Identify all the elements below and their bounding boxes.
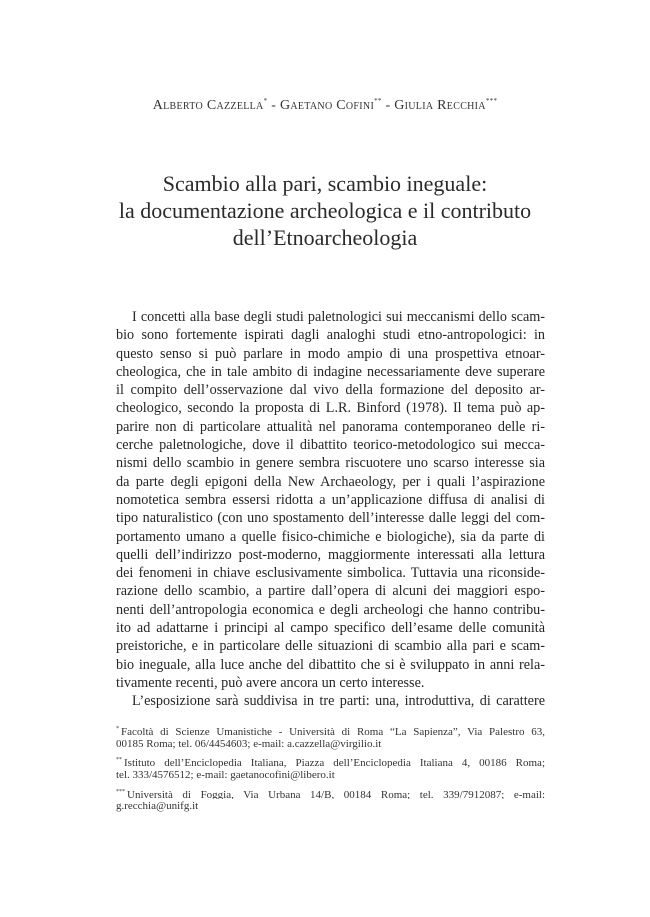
body-line: razione dello scambio, a partire dall’opera di alcuni dei maggiori espo-: [116, 583, 545, 600]
body-line: ito ad adattarne i principi al campo specifico dell’esame delle comunità: [116, 620, 545, 637]
footnote: [116, 722, 545, 751]
body-line: tivamente recenti, può avere ancora un certo interesse.: [116, 674, 425, 691]
footnote-text: tel. 333/4576512; e-mail: gaetanocofini@libero.it: [116, 768, 335, 781]
body-line: bio sono fortemente ispirati dagli analoghi studi etno-antropologici: in: [116, 327, 545, 344]
title-line: Scambio alla pari, scambio ineguale:: [162, 171, 488, 196]
body-line: cheologica, che in tale ambito di indagine necessariamente deve superare: [116, 363, 545, 380]
footnote-mark: *: [263, 97, 268, 105]
footnote-text: Facoltà di Scienze Umanistiche - Università di Roma “La Sapienza”, Via Palestro 63,: [121, 726, 545, 737]
footnote-text: Istituto dell’Enciclopedia Italiana, Piazza dell’Enciclopedia Italiana 4, 00186 Roma;: [124, 757, 545, 768]
footnote-text: g.recchia@unifg.it: [116, 800, 199, 813]
body-line: portamento umano a quelle fisico-chimiche e biologiche), sia da parte di: [116, 528, 545, 545]
body-line: preistoriche, e in particolare delle situazioni di scambio alla pari e scam-: [116, 638, 545, 655]
author-separator: -: [267, 98, 280, 113]
body-line: L’esposizione sarà suddivisa in tre parti: una, introduttiva, di carattere: [132, 693, 545, 710]
footnote-mark: **: [374, 97, 382, 105]
body-line: dei fenomeni in chiave esclusivamente simbolica. Tuttavia una riconside-: [116, 565, 545, 582]
body-line: tipo naturalistico (con uno spostamento dell’interesse dalle leggi del com-: [116, 510, 545, 527]
body-line: nismi dello scambio in genere sembra riscuotere uno scarso interesse sia: [116, 455, 545, 472]
author-line: [0, 97, 650, 114]
title-line: dell’Etnoarcheologia: [232, 225, 418, 250]
body-line: cerche paletnologiche, dove il dibattito teorico-metodologico sui mecca-: [116, 437, 545, 454]
body-line: nomotetica sembra essersi ridotta a un’applicazione diffusa di analisi di: [116, 491, 545, 508]
footnote-mark: *: [116, 726, 119, 732]
author-name: Gaetano Cofini: [279, 98, 375, 113]
footnote: [116, 785, 545, 814]
body-line: parire non di particolare attualità nel panorama contemporaneo delle ri-: [116, 418, 545, 435]
title-line: la documentazione archeologica e il contributo: [118, 198, 532, 223]
body-line: questo senso si può parlare in modo ampio di una prospettiva etnoar-: [116, 345, 545, 362]
body-line: I concetti alla base degli studi paletnologici sui meccanismi dello scam-: [132, 309, 545, 325]
footnote-mark: ***: [116, 788, 125, 795]
article-title: [80, 170, 570, 251]
body-line: da parte degli epigoni della New Archaeology, per i quali l’aspirazione: [116, 473, 545, 490]
body-text: [116, 308, 545, 711]
footnote-mark: ***: [485, 97, 498, 105]
footnotes: [116, 722, 545, 816]
body-line: bio ineguale, alla luce anche del dibattito che si è sviluppato in anni rela-: [116, 656, 545, 673]
footnote-text: 00185 Roma; tel. 06/4454603; e-mail: a.cazzella@virgilio.it: [116, 737, 382, 750]
footnote: [116, 753, 545, 782]
author-separator: -: [381, 98, 395, 113]
author-name: Giulia Recchia: [394, 98, 486, 113]
body-line: quelli dell’indirizzo post-moderno, maggiormente interessati alla lettura: [116, 546, 545, 563]
body-line: cheologico, secondo la proposta di L.R. Binford (1978). Il tema può ap-: [116, 400, 545, 417]
body-line: il compito dell’osservazione dal vivo della formazione del deposito ar-: [116, 382, 545, 399]
author-name: Alberto Cazzella: [152, 98, 264, 113]
body-line: nenti dell’antropologia economica e degli archeologi che hanno contribu-: [116, 601, 545, 618]
footnote-text: Università di Foggia, Via Urbana 14/B, 00184 Roma; tel. 339/7912087; e-mail:: [127, 788, 545, 800]
footnote-mark: **: [116, 757, 122, 764]
